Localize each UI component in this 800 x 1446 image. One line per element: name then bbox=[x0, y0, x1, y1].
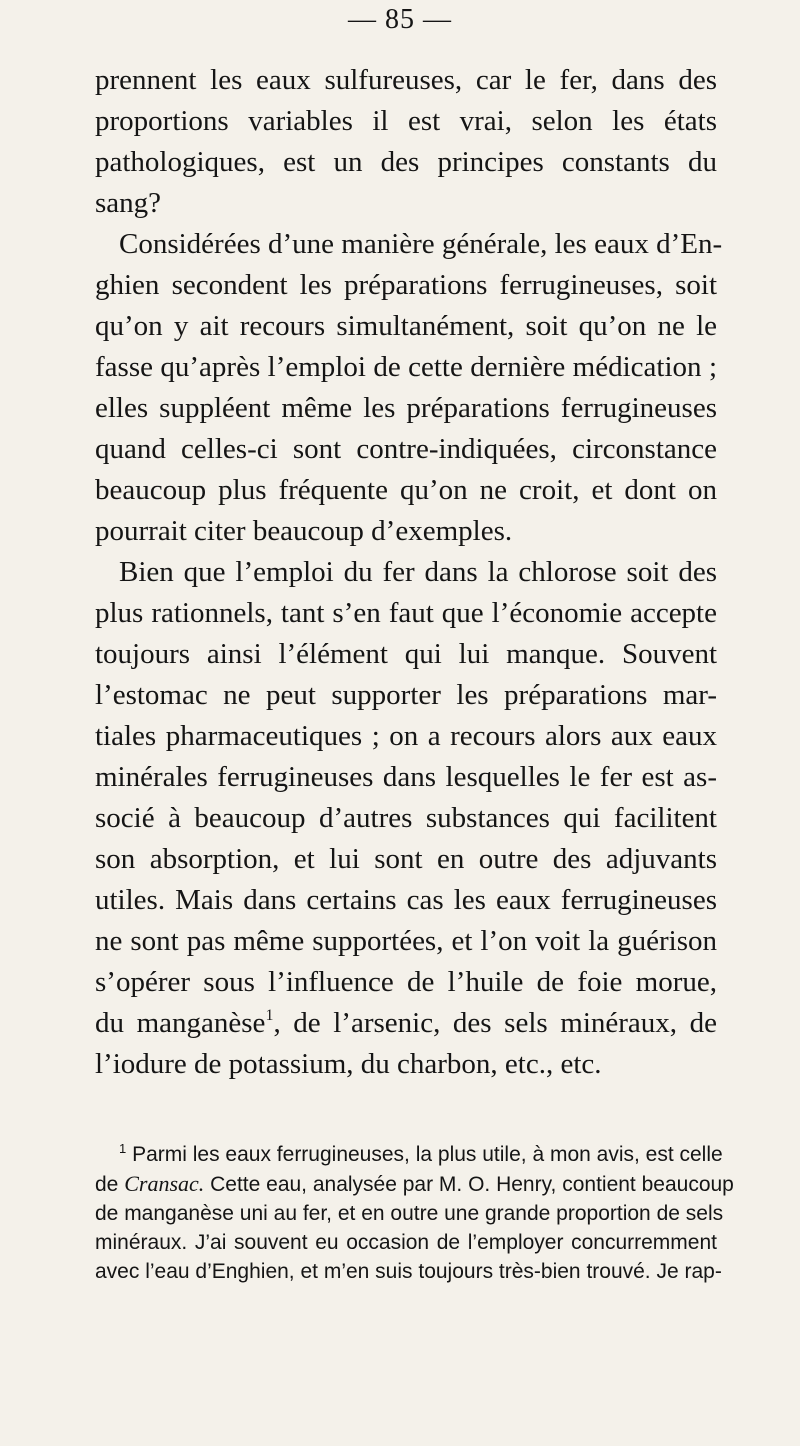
paragraph-start-line: Bien que l’emploi du fer dans la chlorose soit des bbox=[119, 556, 717, 588]
text-line: pourrait citer beaucoup d’exemples. bbox=[95, 515, 513, 547]
text-line: pathologiques, est un des principes constants du bbox=[95, 146, 717, 178]
footnote-line bbox=[95, 1140, 723, 1169]
text-line: utiles. Mais dans certains cas les eaux ferrugineuses bbox=[95, 884, 717, 916]
text-line: s’opérer sous l’influence de l’huile de foie morue, bbox=[95, 966, 717, 998]
text-line: ne sont pas même supportées, et l’on voit la guérison bbox=[95, 925, 717, 957]
footnote-mark: 1 bbox=[119, 1141, 127, 1156]
text-line: qu’on y ait recours simultanément, soit qu’on ne le bbox=[95, 310, 717, 342]
footnote-text: de bbox=[95, 1173, 119, 1196]
text-line: fasse qu’après l’emploi de cette dernière médication ; bbox=[95, 351, 717, 383]
text-line: plus rationnels, tant s’en faut que l’économie accepte bbox=[95, 597, 717, 629]
footnote-line: minéraux. J’ai souvent eu occasion de l’employer concurremment bbox=[95, 1231, 717, 1254]
text-line: son absorption, et lui sont en outre des adjuvants bbox=[95, 843, 717, 875]
text-line: quand celles-ci sont contre-indiquées, circonstance bbox=[95, 433, 717, 465]
footnote-line bbox=[95, 1169, 734, 1199]
paragraph-start-line: Considérées d’une manière générale, les eaux d’En- bbox=[119, 228, 723, 260]
footnote-text: Parmi les eaux ferrugineuses, la plus utile, à mon avis, est celle bbox=[132, 1143, 723, 1166]
text-line: ghien secondent les préparations ferrugineuses, soit bbox=[95, 269, 717, 301]
text-line: elles suppléent même les préparations ferrugineuses bbox=[95, 392, 717, 424]
text-line: tiales pharmaceutiques ; on a recours alors aux eaux bbox=[95, 720, 717, 752]
text-line: sang? bbox=[95, 187, 162, 219]
page-number: — 85 — bbox=[348, 4, 452, 35]
footnote bbox=[95, 1140, 734, 1286]
text-line: toujours ainsi l’élément qui lui manque. Souvent bbox=[95, 638, 717, 670]
text-line: socié à beaucoup d’autres substances qui facilitent bbox=[95, 802, 717, 834]
text-line: l’iodure de potassium, du charbon, etc., etc. bbox=[95, 1048, 602, 1080]
footnote-text: Cette eau, analysée par M. O. Henry, contient beaucoup bbox=[210, 1173, 734, 1196]
text-segment: du manganèse bbox=[95, 1007, 266, 1039]
text-line: minérales ferrugineuses dans lesquelles le fer est as- bbox=[95, 761, 717, 793]
text-segment: , de l’arsenic, des sels minéraux, de bbox=[273, 1007, 717, 1039]
text-line: prennent les eaux sulfureuses, car le fer, dans des bbox=[95, 64, 717, 96]
footnote-place-name: Cransac. bbox=[124, 1171, 205, 1196]
text-line-with-footnote-ref bbox=[95, 1003, 717, 1044]
text-line: l’estomac ne peut supporter les préparations mar- bbox=[95, 679, 717, 711]
footnote-reference: 1 bbox=[265, 1007, 274, 1024]
text-line: proportions variables il est vrai, selon les états bbox=[95, 105, 717, 137]
footnote-line: de manganèse uni au fer, et en outre une grande proportion de sels bbox=[95, 1202, 724, 1225]
footnote-line: avec l’eau d’Enghien, et m’en suis toujours très-bien trouvé. Je rap- bbox=[95, 1260, 722, 1283]
text-line: beaucoup plus fréquente qu’on ne croit, et dont on bbox=[95, 474, 717, 506]
main-text bbox=[95, 60, 723, 1085]
